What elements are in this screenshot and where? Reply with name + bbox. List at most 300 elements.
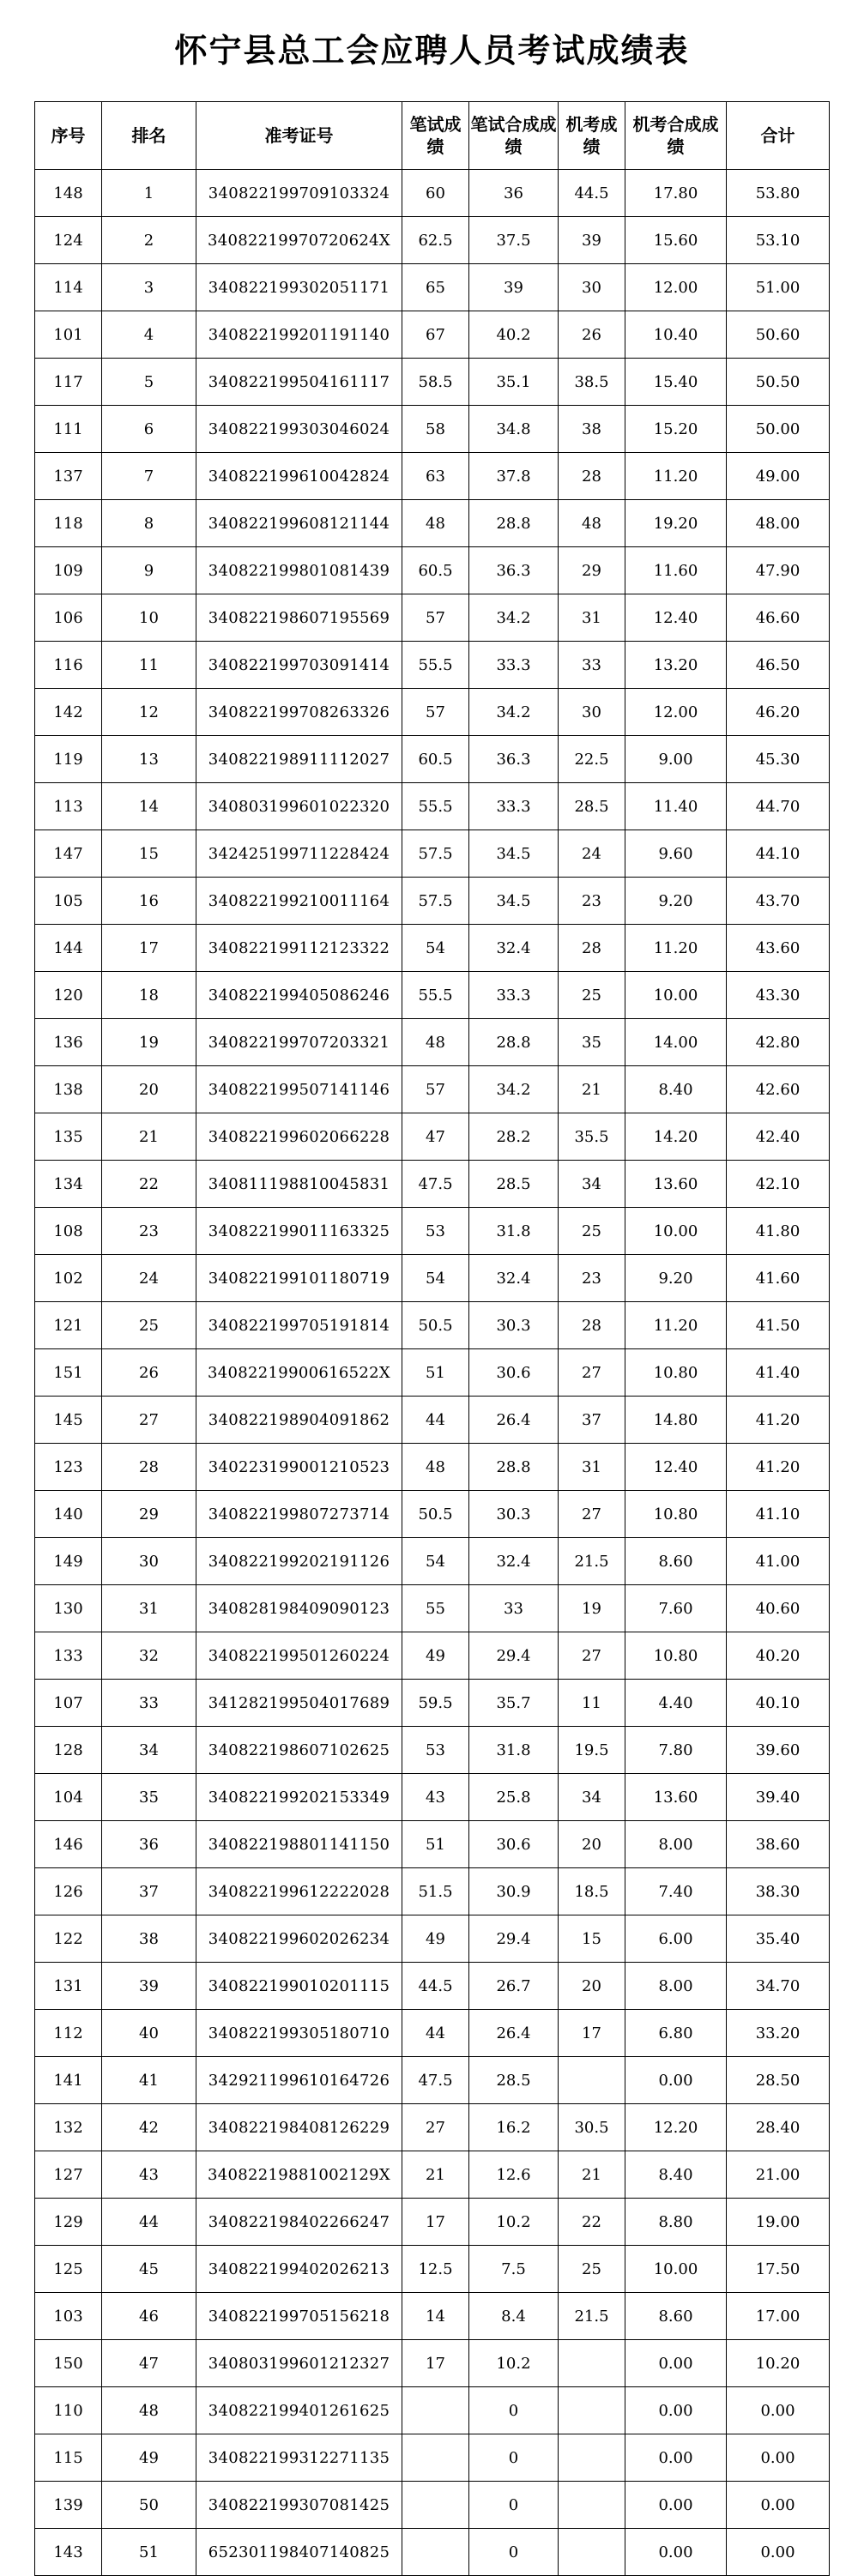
table-row — [35, 2199, 830, 2246]
table-row — [35, 1161, 830, 1208]
cell-total: 44.70 — [727, 783, 830, 830]
cell-ticket-number: 340822199705191814 — [196, 1302, 402, 1349]
cell-total: 19.00 — [727, 2199, 830, 2246]
cell-computer-score: 31 — [559, 1444, 625, 1491]
cell-ticket-number: 340822199210011164 — [196, 878, 402, 925]
column-header-ticket-number: 准考证号 — [196, 102, 402, 170]
cell-rank: 46 — [102, 2293, 196, 2340]
cell-computer-weighted: 8.60 — [625, 2293, 727, 2340]
table-row — [35, 689, 830, 736]
cell-total: 50.00 — [727, 406, 830, 453]
cell-computer-weighted: 12.00 — [625, 689, 727, 736]
cell-computer-weighted: 0.00 — [625, 2057, 727, 2104]
cell-ticket-number: 340822199201191140 — [196, 311, 402, 359]
cell-computer-score: 22.5 — [559, 736, 625, 783]
cell-computer-weighted: 13.20 — [625, 642, 727, 689]
cell-seq: 107 — [35, 1680, 102, 1727]
cell-seq: 111 — [35, 406, 102, 453]
cell-total: 49.00 — [727, 453, 830, 500]
cell-rank: 20 — [102, 1066, 196, 1113]
cell-written-weighted: 10.2 — [469, 2199, 559, 2246]
cell-rank: 4 — [102, 311, 196, 359]
cell-total: 42.40 — [727, 1113, 830, 1161]
cell-written-weighted: 32.4 — [469, 1538, 559, 1585]
cell-seq: 123 — [35, 1444, 102, 1491]
cell-computer-weighted: 0.00 — [625, 2529, 727, 2576]
cell-total: 40.10 — [727, 1680, 830, 1727]
cell-seq: 106 — [35, 594, 102, 642]
cell-computer-score: 37 — [559, 1397, 625, 1444]
cell-written-score: 53 — [402, 1727, 469, 1774]
cell-written-score: 55.5 — [402, 642, 469, 689]
cell-computer-weighted: 10.40 — [625, 311, 727, 359]
cell-computer-weighted: 12.40 — [625, 594, 727, 642]
cell-written-score: 60.5 — [402, 736, 469, 783]
cell-ticket-number: 340803199601212327 — [196, 2340, 402, 2387]
cell-rank: 48 — [102, 2387, 196, 2434]
cell-computer-weighted: 8.00 — [625, 1821, 727, 1868]
cell-computer-weighted: 12.20 — [625, 2104, 727, 2151]
cell-written-score: 47 — [402, 1113, 469, 1161]
cell-seq: 125 — [35, 2246, 102, 2293]
cell-seq: 146 — [35, 1821, 102, 1868]
cell-written-weighted: 0 — [469, 2482, 559, 2529]
cell-written-score: 60 — [402, 170, 469, 217]
cell-written-weighted: 26.7 — [469, 1963, 559, 2010]
cell-computer-weighted: 9.20 — [625, 878, 727, 925]
cell-total: 38.30 — [727, 1868, 830, 1915]
cell-seq: 130 — [35, 1585, 102, 1632]
cell-rank: 31 — [102, 1585, 196, 1632]
cell-written-weighted: 10.2 — [469, 2340, 559, 2387]
cell-written-score: 17 — [402, 2340, 469, 2387]
cell-written-score: 57 — [402, 1066, 469, 1113]
cell-written-score — [402, 2434, 469, 2482]
cell-computer-weighted: 15.60 — [625, 217, 727, 264]
cell-computer-weighted: 14.00 — [625, 1019, 727, 1066]
cell-rank: 9 — [102, 547, 196, 594]
cell-written-weighted: 35.7 — [469, 1680, 559, 1727]
cell-ticket-number: 340822199307081425 — [196, 2482, 402, 2529]
table-row — [35, 1019, 830, 1066]
cell-written-score: 21 — [402, 2151, 469, 2199]
cell-total: 50.50 — [727, 359, 830, 406]
cell-rank: 34 — [102, 1727, 196, 1774]
cell-computer-weighted: 7.80 — [625, 1727, 727, 1774]
cell-computer-weighted: 8.00 — [625, 1963, 727, 2010]
cell-computer-score — [559, 2434, 625, 2482]
cell-ticket-number: 340822199202191126 — [196, 1538, 402, 1585]
cell-rank: 38 — [102, 1915, 196, 1963]
cell-seq: 134 — [35, 1161, 102, 1208]
cell-written-weighted: 33.3 — [469, 642, 559, 689]
cell-computer-score: 38.5 — [559, 359, 625, 406]
cell-computer-weighted: 7.40 — [625, 1868, 727, 1915]
cell-seq: 101 — [35, 311, 102, 359]
cell-written-score: 65 — [402, 264, 469, 311]
cell-written-score: 44 — [402, 2010, 469, 2057]
cell-computer-score: 27 — [559, 1349, 625, 1397]
cell-seq: 117 — [35, 359, 102, 406]
cell-rank: 8 — [102, 500, 196, 547]
cell-computer-score: 17 — [559, 2010, 625, 2057]
cell-computer-score: 27 — [559, 1632, 625, 1680]
cell-computer-weighted: 9.20 — [625, 1255, 727, 1302]
cell-total: 17.00 — [727, 2293, 830, 2340]
cell-written-weighted: 25.8 — [469, 1774, 559, 1821]
cell-ticket-number: 340822199507141146 — [196, 1066, 402, 1113]
table-row — [35, 642, 830, 689]
cell-ticket-number: 340822199202153349 — [196, 1774, 402, 1821]
table-row — [35, 1397, 830, 1444]
cell-total: 51.00 — [727, 264, 830, 311]
cell-rank: 32 — [102, 1632, 196, 1680]
cell-seq: 139 — [35, 2482, 102, 2529]
cell-computer-score: 18.5 — [559, 1868, 625, 1915]
cell-ticket-number: 340822198911112027 — [196, 736, 402, 783]
cell-computer-weighted: 9.60 — [625, 830, 727, 878]
cell-computer-weighted: 12.40 — [625, 1444, 727, 1491]
cell-ticket-number: 340822199504161117 — [196, 359, 402, 406]
cell-rank: 33 — [102, 1680, 196, 1727]
table-row — [35, 1066, 830, 1113]
cell-rank: 23 — [102, 1208, 196, 1255]
cell-ticket-number: 340822198607195569 — [196, 594, 402, 642]
cell-written-weighted: 32.4 — [469, 1255, 559, 1302]
cell-written-score: 54 — [402, 1255, 469, 1302]
cell-computer-weighted: 11.60 — [625, 547, 727, 594]
column-header-seq: 序号 — [35, 102, 102, 170]
cell-computer-weighted: 8.40 — [625, 1066, 727, 1113]
cell-seq: 137 — [35, 453, 102, 500]
cell-seq: 102 — [35, 1255, 102, 1302]
cell-computer-score: 22 — [559, 2199, 625, 2246]
table-row — [35, 1868, 830, 1915]
cell-computer-weighted: 0.00 — [625, 2387, 727, 2434]
cell-rank: 13 — [102, 736, 196, 783]
cell-written-score: 17 — [402, 2199, 469, 2246]
cell-written-weighted: 34.2 — [469, 1066, 559, 1113]
cell-rank: 44 — [102, 2199, 196, 2246]
cell-written-weighted: 34.8 — [469, 406, 559, 453]
cell-seq: 140 — [35, 1491, 102, 1538]
cell-ticket-number: 340822199305180710 — [196, 2010, 402, 2057]
cell-written-score: 57.5 — [402, 830, 469, 878]
table-row — [35, 2246, 830, 2293]
cell-total: 47.90 — [727, 547, 830, 594]
cell-seq: 150 — [35, 2340, 102, 2387]
cell-computer-weighted: 10.00 — [625, 1208, 727, 1255]
cell-computer-score: 28 — [559, 1302, 625, 1349]
cell-ticket-number: 340822198408126229 — [196, 2104, 402, 2151]
cell-total: 53.80 — [727, 170, 830, 217]
cell-seq: 148 — [35, 170, 102, 217]
cell-total: 40.60 — [727, 1585, 830, 1632]
cell-written-weighted: 30.6 — [469, 1349, 559, 1397]
cell-written-weighted: 28.5 — [469, 2057, 559, 2104]
table-row — [35, 1491, 830, 1538]
cell-total: 28.40 — [727, 2104, 830, 2151]
cell-total: 46.60 — [727, 594, 830, 642]
cell-written-weighted: 0 — [469, 2434, 559, 2482]
cell-rank: 21 — [102, 1113, 196, 1161]
cell-written-score — [402, 2482, 469, 2529]
cell-ticket-number: 340822199602026234 — [196, 1915, 402, 1963]
cell-total: 0.00 — [727, 2387, 830, 2434]
table-row — [35, 2387, 830, 2434]
cell-computer-score: 25 — [559, 972, 625, 1019]
cell-total: 45.30 — [727, 736, 830, 783]
cell-computer-weighted: 15.20 — [625, 406, 727, 453]
cell-written-score: 51 — [402, 1821, 469, 1868]
cell-computer-weighted: 6.80 — [625, 2010, 727, 2057]
cell-ticket-number: 340822199602066228 — [196, 1113, 402, 1161]
table-body — [35, 170, 830, 2576]
cell-computer-weighted: 14.20 — [625, 1113, 727, 1161]
cell-computer-score: 19 — [559, 1585, 625, 1632]
cell-computer-weighted: 10.00 — [625, 972, 727, 1019]
cell-rank: 49 — [102, 2434, 196, 2482]
cell-written-score: 49 — [402, 1632, 469, 1680]
cell-written-weighted: 33.3 — [469, 783, 559, 830]
cell-seq: 110 — [35, 2387, 102, 2434]
cell-written-score: 12.5 — [402, 2246, 469, 2293]
table-row — [35, 2293, 830, 2340]
cell-ticket-number: 340822199705156218 — [196, 2293, 402, 2340]
document-title: 怀宁县总工会应聘人员考试成绩表 — [174, 32, 690, 69]
cell-computer-score: 28 — [559, 453, 625, 500]
cell-total: 43.60 — [727, 925, 830, 972]
table-row — [35, 1349, 830, 1397]
cell-ticket-number: 341282199504017689 — [196, 1680, 402, 1727]
cell-written-score: 44 — [402, 1397, 469, 1444]
cell-seq: 115 — [35, 2434, 102, 2482]
scores-table — [34, 101, 830, 2576]
cell-computer-weighted: 19.20 — [625, 500, 727, 547]
cell-rank: 40 — [102, 2010, 196, 2057]
cell-rank: 45 — [102, 2246, 196, 2293]
cell-written-weighted: 29.4 — [469, 1632, 559, 1680]
cell-rank: 11 — [102, 642, 196, 689]
cell-computer-score — [559, 2340, 625, 2387]
cell-computer-score: 28.5 — [559, 783, 625, 830]
cell-written-weighted: 37.8 — [469, 453, 559, 500]
cell-total: 41.50 — [727, 1302, 830, 1349]
cell-computer-weighted: 14.80 — [625, 1397, 727, 1444]
cell-ticket-number: 340822199401261625 — [196, 2387, 402, 2434]
cell-written-score: 48 — [402, 500, 469, 547]
cell-written-score: 47.5 — [402, 2057, 469, 2104]
cell-written-score: 57 — [402, 594, 469, 642]
cell-rank: 7 — [102, 453, 196, 500]
cell-total: 39.40 — [727, 1774, 830, 1821]
table-row — [35, 2434, 830, 2482]
cell-computer-score: 38 — [559, 406, 625, 453]
cell-written-weighted: 28.2 — [469, 1113, 559, 1161]
cell-written-weighted: 29.4 — [469, 1915, 559, 1963]
table-row — [35, 1538, 830, 1585]
cell-computer-score: 48 — [559, 500, 625, 547]
cell-rank: 47 — [102, 2340, 196, 2387]
cell-ticket-number: 340822199708263326 — [196, 689, 402, 736]
cell-written-weighted: 30.9 — [469, 1868, 559, 1915]
cell-seq: 142 — [35, 689, 102, 736]
cell-seq: 104 — [35, 1774, 102, 1821]
cell-written-score: 48 — [402, 1019, 469, 1066]
cell-total: 53.10 — [727, 217, 830, 264]
cell-computer-score: 28 — [559, 925, 625, 972]
cell-written-score: 43 — [402, 1774, 469, 1821]
cell-total: 41.20 — [727, 1397, 830, 1444]
cell-computer-score: 19.5 — [559, 1727, 625, 1774]
cell-total: 41.10 — [727, 1491, 830, 1538]
cell-computer-weighted: 11.20 — [625, 925, 727, 972]
table-row — [35, 1915, 830, 1963]
cell-total: 41.80 — [727, 1208, 830, 1255]
column-header-computer-weighted: 机考合成成绩 — [625, 102, 727, 170]
cell-written-weighted: 31.8 — [469, 1727, 559, 1774]
cell-computer-weighted: 0.00 — [625, 2482, 727, 2529]
cell-written-score: 14 — [402, 2293, 469, 2340]
cell-rank: 15 — [102, 830, 196, 878]
cell-computer-score: 20 — [559, 1821, 625, 1868]
table-row — [35, 264, 830, 311]
column-header-computer-score: 机考成绩 — [559, 102, 625, 170]
cell-total: 0.00 — [727, 2482, 830, 2529]
cell-ticket-number: 340822199302051171 — [196, 264, 402, 311]
cell-written-weighted: 12.6 — [469, 2151, 559, 2199]
cell-written-score: 63 — [402, 453, 469, 500]
cell-total: 46.20 — [727, 689, 830, 736]
cell-computer-score: 34 — [559, 1774, 625, 1821]
cell-seq: 103 — [35, 2293, 102, 2340]
cell-seq: 145 — [35, 1397, 102, 1444]
cell-seq: 141 — [35, 2057, 102, 2104]
cell-seq: 114 — [35, 264, 102, 311]
cell-seq: 108 — [35, 1208, 102, 1255]
cell-seq: 113 — [35, 783, 102, 830]
cell-written-weighted: 32.4 — [469, 925, 559, 972]
cell-written-weighted: 30.6 — [469, 1821, 559, 1868]
cell-seq: 136 — [35, 1019, 102, 1066]
cell-computer-score: 27 — [559, 1491, 625, 1538]
cell-written-weighted: 37.5 — [469, 217, 559, 264]
cell-written-weighted: 26.4 — [469, 2010, 559, 2057]
cell-ticket-number: 340822199402026213 — [196, 2246, 402, 2293]
cell-ticket-number: 34082219881002129X — [196, 2151, 402, 2199]
table-row — [35, 217, 830, 264]
cell-total: 50.60 — [727, 311, 830, 359]
cell-computer-weighted: 8.60 — [625, 1538, 727, 1585]
cell-written-score: 48 — [402, 1444, 469, 1491]
table-row — [35, 359, 830, 406]
cell-computer-score: 35.5 — [559, 1113, 625, 1161]
cell-computer-score: 21 — [559, 2151, 625, 2199]
cell-total: 46.50 — [727, 642, 830, 689]
table-row — [35, 406, 830, 453]
cell-written-weighted: 35.1 — [469, 359, 559, 406]
cell-computer-weighted: 12.00 — [625, 264, 727, 311]
cell-rank: 35 — [102, 1774, 196, 1821]
cell-ticket-number: 34082219900616522X — [196, 1349, 402, 1397]
cell-rank: 12 — [102, 689, 196, 736]
table-row — [35, 1774, 830, 1821]
cell-total: 34.70 — [727, 1963, 830, 2010]
cell-written-score: 49 — [402, 1915, 469, 1963]
table-row — [35, 170, 830, 217]
cell-computer-weighted: 10.00 — [625, 2246, 727, 2293]
cell-seq: 119 — [35, 736, 102, 783]
cell-ticket-number: 340822199612222028 — [196, 1868, 402, 1915]
cell-ticket-number: 340822199405086246 — [196, 972, 402, 1019]
cell-computer-weighted: 11.20 — [625, 453, 727, 500]
table-row — [35, 878, 830, 925]
cell-written-score: 51 — [402, 1349, 469, 1397]
column-header-rank: 排名 — [102, 102, 196, 170]
cell-computer-score: 30 — [559, 264, 625, 311]
cell-written-weighted: 28.5 — [469, 1161, 559, 1208]
cell-rank: 16 — [102, 878, 196, 925]
cell-ticket-number: 340822198801141150 — [196, 1821, 402, 1868]
cell-written-score — [402, 2529, 469, 2576]
cell-ticket-number: 340822199709103324 — [196, 170, 402, 217]
cell-seq: 124 — [35, 217, 102, 264]
cell-written-score: 60.5 — [402, 547, 469, 594]
cell-computer-score: 21.5 — [559, 1538, 625, 1585]
cell-written-weighted: 40.2 — [469, 311, 559, 359]
cell-written-weighted: 28.8 — [469, 1444, 559, 1491]
table-row — [35, 1255, 830, 1302]
cell-computer-score — [559, 2387, 625, 2434]
cell-ticket-number: 340822199610042824 — [196, 453, 402, 500]
cell-ticket-number: 340803199601022320 — [196, 783, 402, 830]
cell-computer-weighted: 0.00 — [625, 2434, 727, 2482]
table-row — [35, 830, 830, 878]
cell-total: 44.10 — [727, 830, 830, 878]
table-row — [35, 2104, 830, 2151]
cell-computer-score: 23 — [559, 878, 625, 925]
cell-computer-weighted: 17.80 — [625, 170, 727, 217]
cell-written-weighted: 33.3 — [469, 972, 559, 1019]
table-row — [35, 2010, 830, 2057]
cell-ticket-number: 340822199608121144 — [196, 500, 402, 547]
cell-total: 28.50 — [727, 2057, 830, 2104]
cell-written-weighted: 28.8 — [469, 1019, 559, 1066]
cell-seq: 131 — [35, 1963, 102, 2010]
cell-ticket-number: 340822199112123322 — [196, 925, 402, 972]
cell-written-score: 27 — [402, 2104, 469, 2151]
cell-rank: 18 — [102, 972, 196, 1019]
cell-computer-weighted: 13.60 — [625, 1161, 727, 1208]
cell-computer-score: 33 — [559, 642, 625, 689]
cell-total: 41.20 — [727, 1444, 830, 1491]
table-row — [35, 2057, 830, 2104]
cell-written-score: 57.5 — [402, 878, 469, 925]
cell-computer-score — [559, 2057, 625, 2104]
cell-ticket-number: 342425199711228424 — [196, 830, 402, 878]
cell-written-score: 44.5 — [402, 1963, 469, 2010]
table-row — [35, 2151, 830, 2199]
cell-seq: 105 — [35, 878, 102, 925]
cell-rank: 6 — [102, 406, 196, 453]
table-row — [35, 453, 830, 500]
cell-ticket-number: 340822199801081439 — [196, 547, 402, 594]
cell-computer-weighted: 7.60 — [625, 1585, 727, 1632]
table-row — [35, 547, 830, 594]
cell-seq: 121 — [35, 1302, 102, 1349]
cell-total: 40.20 — [727, 1632, 830, 1680]
cell-ticket-number: 340822199703091414 — [196, 642, 402, 689]
